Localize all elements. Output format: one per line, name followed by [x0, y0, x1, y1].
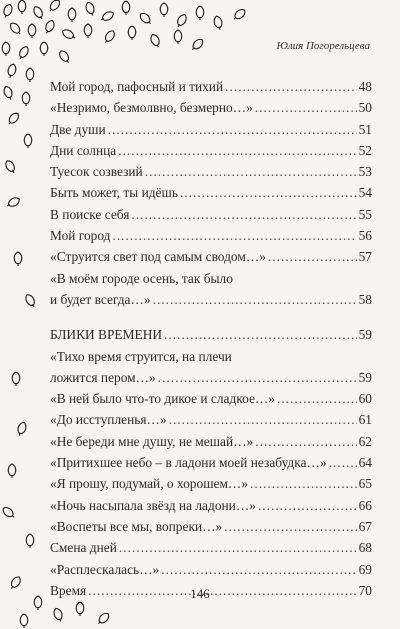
- toc-entry: [50, 97, 372, 118]
- toc-title: «Притихшее небо – в ладони моей незабудка…»: [50, 455, 327, 471]
- toc-page: 67: [358, 518, 372, 534]
- toc-leader: [108, 119, 357, 140]
- toc-entry: [50, 516, 372, 537]
- toc-title: В поиске себя: [50, 206, 130, 222]
- toc-title: «Воспеты все мы, вопреки…»: [50, 518, 223, 534]
- toc-leader: [169, 409, 357, 430]
- toc-leader: [119, 537, 357, 558]
- toc-entry: [50, 537, 372, 558]
- toc-leader: [225, 76, 356, 97]
- toc-title: «До исступленья…»: [50, 412, 167, 428]
- toc-title-line1: «В моём городе осень, так было: [50, 270, 233, 286]
- toc-title: Смена дней: [50, 540, 117, 556]
- toc-entry: [50, 559, 372, 580]
- toc-leader: [153, 289, 357, 310]
- toc-entry: [50, 140, 372, 161]
- toc-leader: [277, 388, 357, 409]
- toc-title: Две души: [50, 121, 106, 137]
- toc-title-line1: «Тихо время струится, на плечи: [50, 348, 232, 364]
- toc-page: 61: [358, 412, 372, 428]
- toc-entry: [50, 431, 372, 452]
- toc-page: 62: [358, 433, 372, 449]
- toc-page: 58: [358, 291, 372, 307]
- toc-leader: [255, 97, 357, 118]
- toc-leader: [255, 431, 356, 452]
- toc-title: Дни солнца: [50, 142, 117, 158]
- toc-entry: [50, 76, 372, 97]
- toc-title-line2: и будет всегда…»: [50, 291, 151, 307]
- toc-entry-multiline: [50, 268, 372, 311]
- toc-leader: [131, 204, 356, 225]
- toc-leader: [258, 495, 357, 516]
- toc-title-line2-row: [50, 367, 372, 388]
- toc-page: 66: [358, 497, 372, 513]
- toc-leader: [145, 161, 357, 182]
- toc-entry: [50, 225, 372, 246]
- toc-title: «Незримо, безмолвно, безмерно…»: [50, 100, 253, 116]
- toc-page: 59: [358, 369, 372, 385]
- toc-title: Мой город: [50, 228, 111, 244]
- running-header-author: Юлия Погорельцева: [276, 40, 370, 52]
- toc-leader: [329, 452, 357, 473]
- toc-title: Мой город, пафосный и тихий: [50, 79, 224, 94]
- toc-title: «Ночь насыпала звёзд на ладони…»: [50, 497, 256, 513]
- toc-leader: [112, 225, 356, 246]
- section-title: БЛИКИ ВРЕМЕНИ: [50, 327, 163, 343]
- toc-page: 57: [358, 249, 372, 265]
- toc-page: 53: [358, 164, 372, 180]
- toc-page: 60: [358, 391, 372, 407]
- toc-page: 69: [358, 561, 372, 577]
- toc-title: «Я прошу, подумай, о хорошем…»: [50, 476, 249, 492]
- toc-entry: [50, 246, 372, 267]
- toc-leader: [164, 324, 357, 345]
- toc-entry: [50, 182, 372, 203]
- toc-page: 51: [358, 121, 372, 137]
- table-of-contents: [50, 76, 372, 601]
- toc-title: «Расплескалась…»: [50, 561, 160, 577]
- toc-page: 64: [358, 455, 372, 471]
- toc-leader: [268, 246, 357, 267]
- toc-title: Быть может, ты идёшь: [50, 185, 178, 201]
- toc-leader: [118, 140, 356, 161]
- toc-entry: [50, 161, 372, 182]
- toc-entry: [50, 473, 372, 494]
- toc-page: 50: [358, 100, 372, 116]
- toc-entry: [50, 495, 372, 516]
- section-spacer: [50, 310, 372, 324]
- toc-leader: [158, 367, 357, 388]
- toc-title: «Не береди мне душу, не мешай…»: [50, 433, 254, 449]
- toc-leader: [180, 182, 357, 203]
- toc-page: 56: [358, 228, 372, 244]
- toc-leader: [161, 559, 356, 580]
- toc-leader: [250, 473, 357, 494]
- toc-title: «Струится свет под самым сводом…»: [50, 249, 266, 265]
- toc-page: 52: [358, 142, 372, 158]
- toc-page: 65: [358, 476, 372, 492]
- toc-page: 70: [358, 582, 372, 598]
- toc-leader: [224, 516, 356, 537]
- toc-section-heading: [50, 324, 372, 345]
- toc-entry: [50, 452, 372, 473]
- toc-page: 54: [358, 185, 372, 201]
- toc-title: «В ней было что-то дикое и сладкое…»: [50, 391, 275, 407]
- toc-page: 59: [358, 327, 372, 343]
- toc-entry: [50, 388, 372, 409]
- toc-entry: [50, 119, 372, 140]
- toc-page: 55: [358, 206, 372, 222]
- toc-title: Время: [50, 582, 87, 598]
- page-number: 146: [190, 586, 210, 601]
- toc-title-line2: ложится пером…»: [50, 369, 156, 385]
- toc-title-line2-row: [50, 289, 372, 310]
- toc-page: 48: [358, 79, 372, 94]
- toc-title: Туесок созвезий: [50, 164, 143, 180]
- toc-entry-multiline: [50, 346, 372, 389]
- toc-entry: [50, 204, 372, 225]
- toc-page: 68: [358, 540, 372, 556]
- toc-entry: [50, 409, 372, 430]
